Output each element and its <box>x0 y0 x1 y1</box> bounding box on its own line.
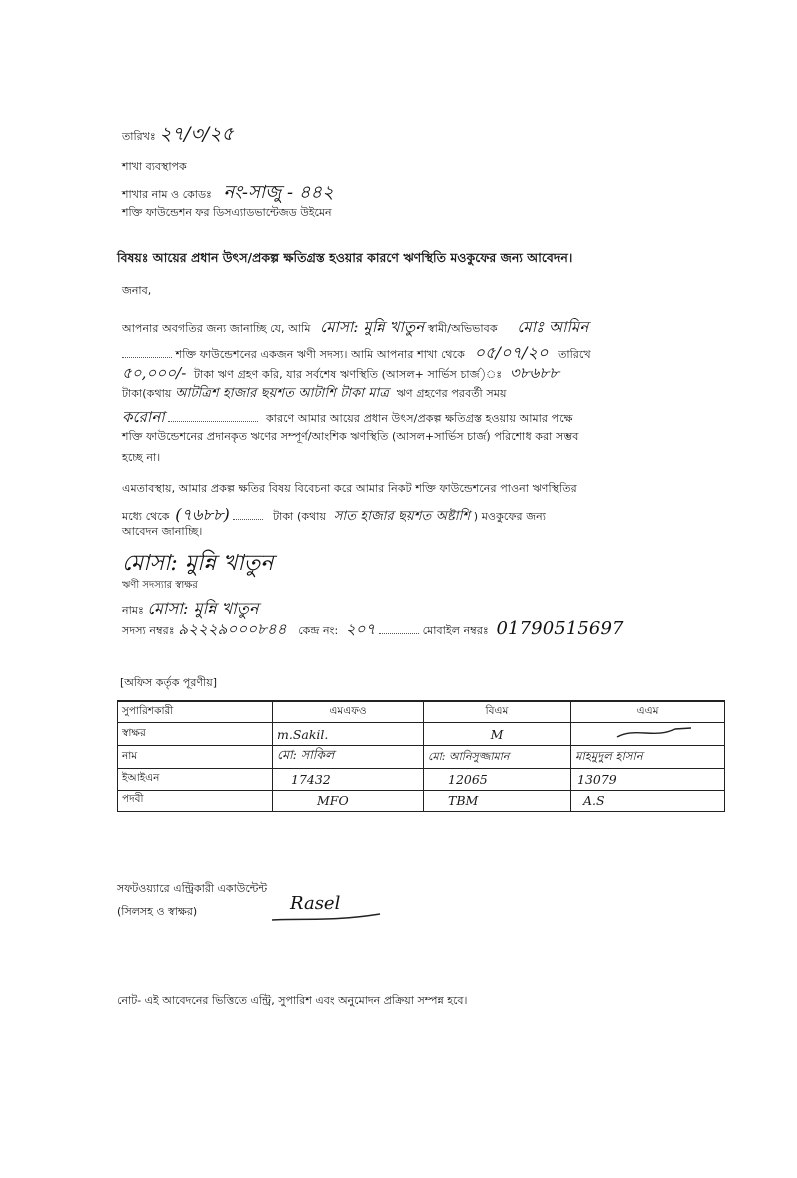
reason-handwritten: করোনা <box>122 408 165 426</box>
table-row <box>118 745 725 769</box>
para2-text: মধ্যে থেকে <box>122 510 170 523</box>
blank-fill <box>233 519 263 520</box>
table-row <box>118 769 725 790</box>
guardian-name-handwritten: মোঃ আমিন <box>517 318 589 336</box>
bm-signature: M <box>424 723 571 745</box>
member-label: সদস্য নম্বরঃ <box>122 624 175 637</box>
applicant-name-handwritten: মোসা: মুন্নি খাতুন <box>320 318 425 336</box>
mfo-ein: 17432 <box>273 769 424 790</box>
para1-line-6: শক্তি ফাউন্ডেশনের প্রদানকৃত ঋণের সম্পূর্ণ/আংশিক ঋণস্থিতি (আসল+সার্ভিস চার্জ) পরিশোধ করা সম্ভব <box>122 430 579 443</box>
center-number-value: ২০৭ <box>345 620 376 638</box>
para1-line-1 <box>122 316 588 341</box>
mfo-name: মো: সাকিল <box>273 745 424 769</box>
para1-text: তারিখে <box>558 348 591 361</box>
blank-fill <box>122 357 172 358</box>
balance-words-handwritten: আটত্রিশ হাজার ছয়শত আটাশি টাকা মাত্র <box>175 386 390 401</box>
bm-name: মো: আনিসুজ্জামান <box>424 745 571 769</box>
am-name: মাহমুদুল হাসান <box>571 745 725 769</box>
am-signature-scribble <box>615 725 695 741</box>
recipient-line-3: শক্তি ফাউন্ডেশন ফর ডিসএ্যাডভান্টেজড উইমেন <box>122 206 332 219</box>
branch-value: নং-সাজু - ৪৪২ <box>223 182 334 203</box>
row-label: নাম <box>118 745 273 769</box>
para1-text: ঋণ গ্রহণের পরবর্তী সময় <box>396 387 507 400</box>
accountant-title: সফটওয়্যারে এন্ট্রিকারী একাউন্টেন্ট <box>117 882 268 895</box>
loan-amount-handwritten: ৫০,০০০/- <box>122 364 187 382</box>
para1-text: স্বামী/অভিভাবক <box>427 322 498 335</box>
para1-text: টাকা ঋণ গ্রহণ করি, যার সর্বশেষ ঋণস্থিতি (আসল+ সার্ভিস চার্জ)ঃ <box>194 368 503 381</box>
accountant-seal-note: (সিলসহ ও স্বাক্ষর) <box>117 905 198 918</box>
salutation: জনাব, <box>122 284 152 297</box>
blank-fill <box>168 421 258 422</box>
applicant-signature: মোসা: মুন্নি খাতুন <box>122 551 274 576</box>
loan-date-handwritten: ০৫/০৭/২০ <box>474 343 549 362</box>
table-row <box>118 790 725 811</box>
mobile-label: মোবাইল নম্বরঃ <box>422 624 489 637</box>
date-label: তারিখঃ <box>122 130 156 143</box>
applicant-signature-label: ঋণী সদস্যার স্বাক্ষর <box>122 580 198 591</box>
bm-ein: 12065 <box>424 769 571 790</box>
bm-designation: TBM <box>424 790 571 811</box>
subject-line: বিষয়ঃ আয়ের প্রধান উৎস/প্রকল্প ক্ষতিগ্রস্ত হওয়ার কারণে ঋণস্থিতি মওকুফের জন্য আবেদন। <box>117 250 573 265</box>
recipient-line-1: শাখা ব্যবস্থাপক <box>122 160 187 173</box>
header-mfo: এমএফও <box>273 701 424 723</box>
para1-line-7: হচ্ছে না। <box>122 451 161 464</box>
date-row <box>122 120 234 152</box>
para1-text: শক্তি ফাউন্ডেশনের একজন ঋণী সদস্য। আমি আপনার শাখা থেকে <box>175 348 465 361</box>
name-label: নামঃ <box>122 604 144 617</box>
member-number-value: ৯২২২৯০০০৮৪৪ <box>178 620 287 638</box>
branch-label: শাখার নাম ও কোডঃ <box>122 188 212 201</box>
member-info-row <box>122 618 624 643</box>
para2-text: টাকা (কথায় <box>273 510 327 523</box>
blank-fill <box>379 633 419 634</box>
accountant-signature: Rasel <box>290 893 341 914</box>
para1-text: কারণে আমার আয়ের প্রধান উৎস/প্রকল্প ক্ষতিগ্রস্ত হওয়ায় আমার পক্ষে <box>265 412 573 425</box>
para2-line-1: এমতাবস্থায়, আমার প্রকল্প ক্ষতির বিষয় বিবেচনা করে আমার নিকট শক্তি ফাউন্ডেশনের পাওনা ঋণস্থিতির <box>122 482 577 495</box>
mobile-number-value: 01790515697 <box>496 618 624 639</box>
mfo-signature: m.Sakil. <box>273 723 424 745</box>
row-label: স্বাক্ষর <box>118 723 273 745</box>
para2-line-3: আবেদন জানাচ্ছি। <box>122 525 203 538</box>
office-use-label: [অফিস কর্তৃক পূরণীয়] <box>120 676 217 689</box>
waiver-words-handwritten: সাত হাজার ছয়শত অষ্টাশি <box>333 509 471 524</box>
waiver-amount-handwritten: (৭৬৮৮) <box>175 505 230 524</box>
center-label: কেন্দ্র নং: <box>298 624 339 637</box>
am-designation: A.S <box>571 790 725 811</box>
table-header-row <box>118 701 725 723</box>
applicant-name-value: মোসা: মুন্নি খাতুন <box>147 599 259 618</box>
table-row <box>118 723 725 745</box>
am-ein: 13079 <box>571 769 725 790</box>
row-label: পদবী <box>118 790 273 811</box>
balance-handwritten: ৩৮৬৮৮ <box>509 364 560 382</box>
date-value: ২৭/৩/২৫ <box>159 123 234 145</box>
am-signature <box>571 723 725 745</box>
para2-text: ) মওকুফের জন্য <box>473 510 547 523</box>
mfo-designation: MFO <box>273 790 424 811</box>
header-bm: বিএম <box>424 701 571 723</box>
header-recommender: সুপারিশকারী <box>118 701 273 723</box>
para1-text: টাকা(কথায় <box>122 387 172 400</box>
accountant-signature-underline <box>270 908 390 928</box>
office-approval-table <box>117 700 725 812</box>
row-label: ইআইএন <box>118 769 273 790</box>
para1-text: আপনার অবগতির জন্য জানাচ্ছি যে, আমি <box>122 322 311 335</box>
footer-note: নোট- এই আবেদনের ভিত্তিতে এন্ট্রি, সুপারিশ এবং অনুমোদন প্রক্রিয়া সম্পন্ন হবে। <box>117 994 468 1007</box>
para1-line-4 <box>122 384 507 405</box>
header-am: এএম <box>571 701 725 723</box>
